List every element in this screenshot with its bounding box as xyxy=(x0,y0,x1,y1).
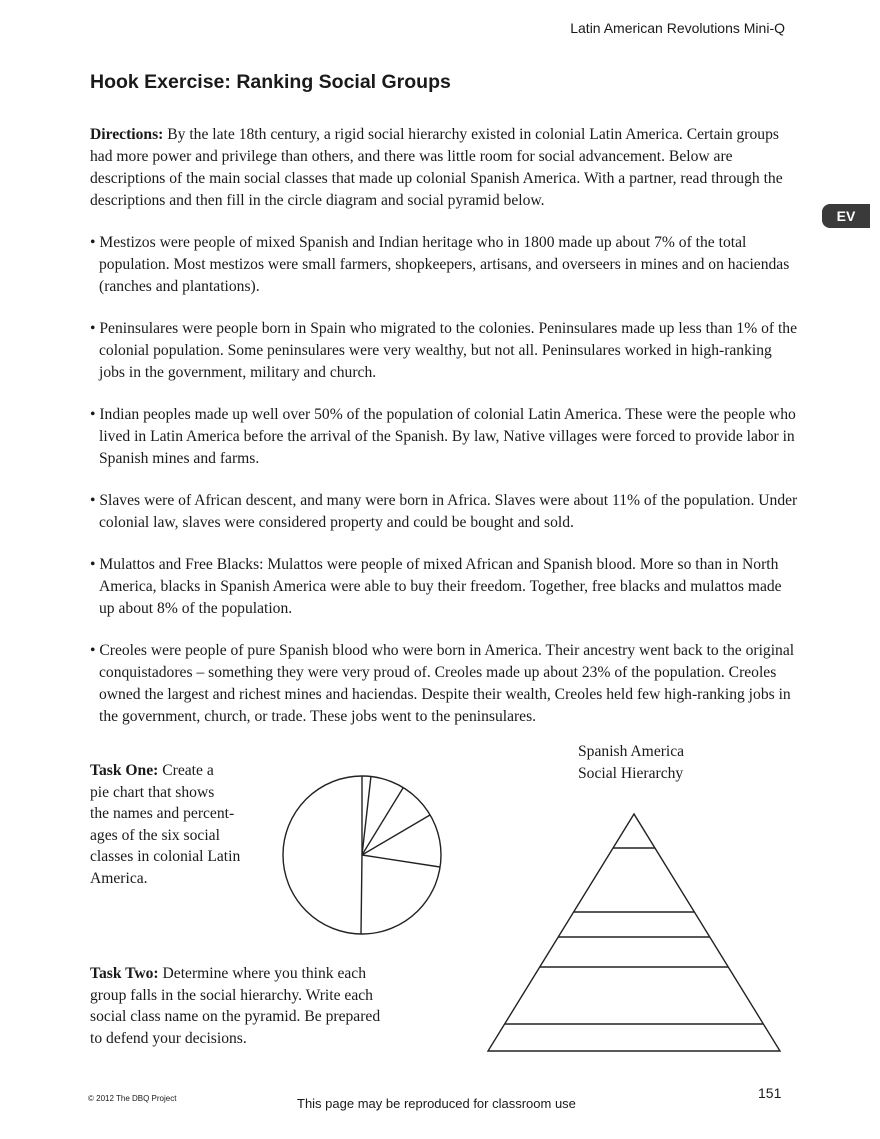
running-header: Latin American Revolutions Mini-Q xyxy=(570,20,785,36)
task-line: group falls in the social hierarchy. Write each xyxy=(90,986,373,1004)
directions-label: Directions: xyxy=(90,126,164,143)
page-title: Hook Exercise: Ranking Social Groups xyxy=(90,71,451,93)
blank-social-pyramid[interactable] xyxy=(488,814,780,1051)
reproduction-notice: This page may be reproduced for classroom use xyxy=(297,1096,576,1111)
bullet-slaves: • Slaves were of African descent, and many were born in Africa. Slaves were about 11% of the population. Under colonial law, slaves were considered property and could be bought and sold. xyxy=(90,492,798,531)
bullet-creoles: • Creoles were people of pure Spanish blood who were born in America. Their ancestry went back to the original conquistadores – something they were very proud of. Creoles made up about 23% of the population. Creoles owned the largest and richest mines and haciendas. Despite their wealth, Creoles held few high-ranking jobs in the government, church, or trade. These jobs went to the peninsulares. xyxy=(90,642,795,725)
task-line: ages of the six social xyxy=(90,826,220,844)
task-line: social class name on the pyramid. Be prepared xyxy=(90,1008,381,1025)
task-line: Create a xyxy=(158,762,214,779)
task-line: to defend your decisions. xyxy=(90,1029,247,1047)
bullet-mulattos: • Mulattos and Free Blacks: Mulattos were people of mixed African and Spanish blood. More so than in North America, blacks in Spanish America were able to buy their freedom. Together, free blacks and mulattos made up about 8% of the population. xyxy=(90,556,782,617)
task-line: the names and percent- xyxy=(90,805,235,822)
task-two-label: Task Two: xyxy=(90,965,159,982)
pyramid-title-line: Social Hierarchy xyxy=(578,764,684,782)
copyright: © 2012 The DBQ Project xyxy=(88,1094,177,1103)
blank-pie-chart[interactable] xyxy=(283,776,441,934)
task-line: Determine where you think each xyxy=(158,965,367,982)
bullet-peninsulares: • Peninsulares were people born in Spain who migrated to the colonies. Peninsulares made up less than 1% of the colonial population. Some peninsulares were very wealthy, but not all. Peninsulares worked in high-ranking jobs in the government, military and church. xyxy=(90,320,798,381)
task-one-label: Task One: xyxy=(90,762,159,779)
page-number: 151 xyxy=(758,1085,782,1101)
task-line: pie chart that shows xyxy=(90,783,215,801)
bullet-mestizos: • Mestizos were people of mixed Spanish and Indian heritage who in 1800 made up about 7% of the total population. Most mestizos were small farmers, shopkeepers, artisans, and overseers in mines and on haciendas (ranches and plantations). xyxy=(90,234,790,295)
bullet-indians: • Indian peoples made up well over 50% of the population of colonial Latin America. These were the people who lived in Latin America before the arrival of the Spanish. By law, Native villages were forced to provide labor in Spanish mines and farms. xyxy=(90,406,796,467)
pyramid-title-line: Spanish America xyxy=(578,743,685,760)
directions-text: By the late 18th century, a rigid social hierarchy existed in colonial Latin America. Certain groups had more power and privilege than others, and there was little room for social advancement. Below are descriptions of the main social classes that made up colonial Spanish America. With a partner, read through the descriptions and then fill in the circle diagram and social pyramid below. xyxy=(90,126,783,209)
task-line: America. xyxy=(90,869,148,887)
ev-badge: EV xyxy=(822,204,870,228)
task-line: classes in colonial Latin xyxy=(90,848,241,865)
